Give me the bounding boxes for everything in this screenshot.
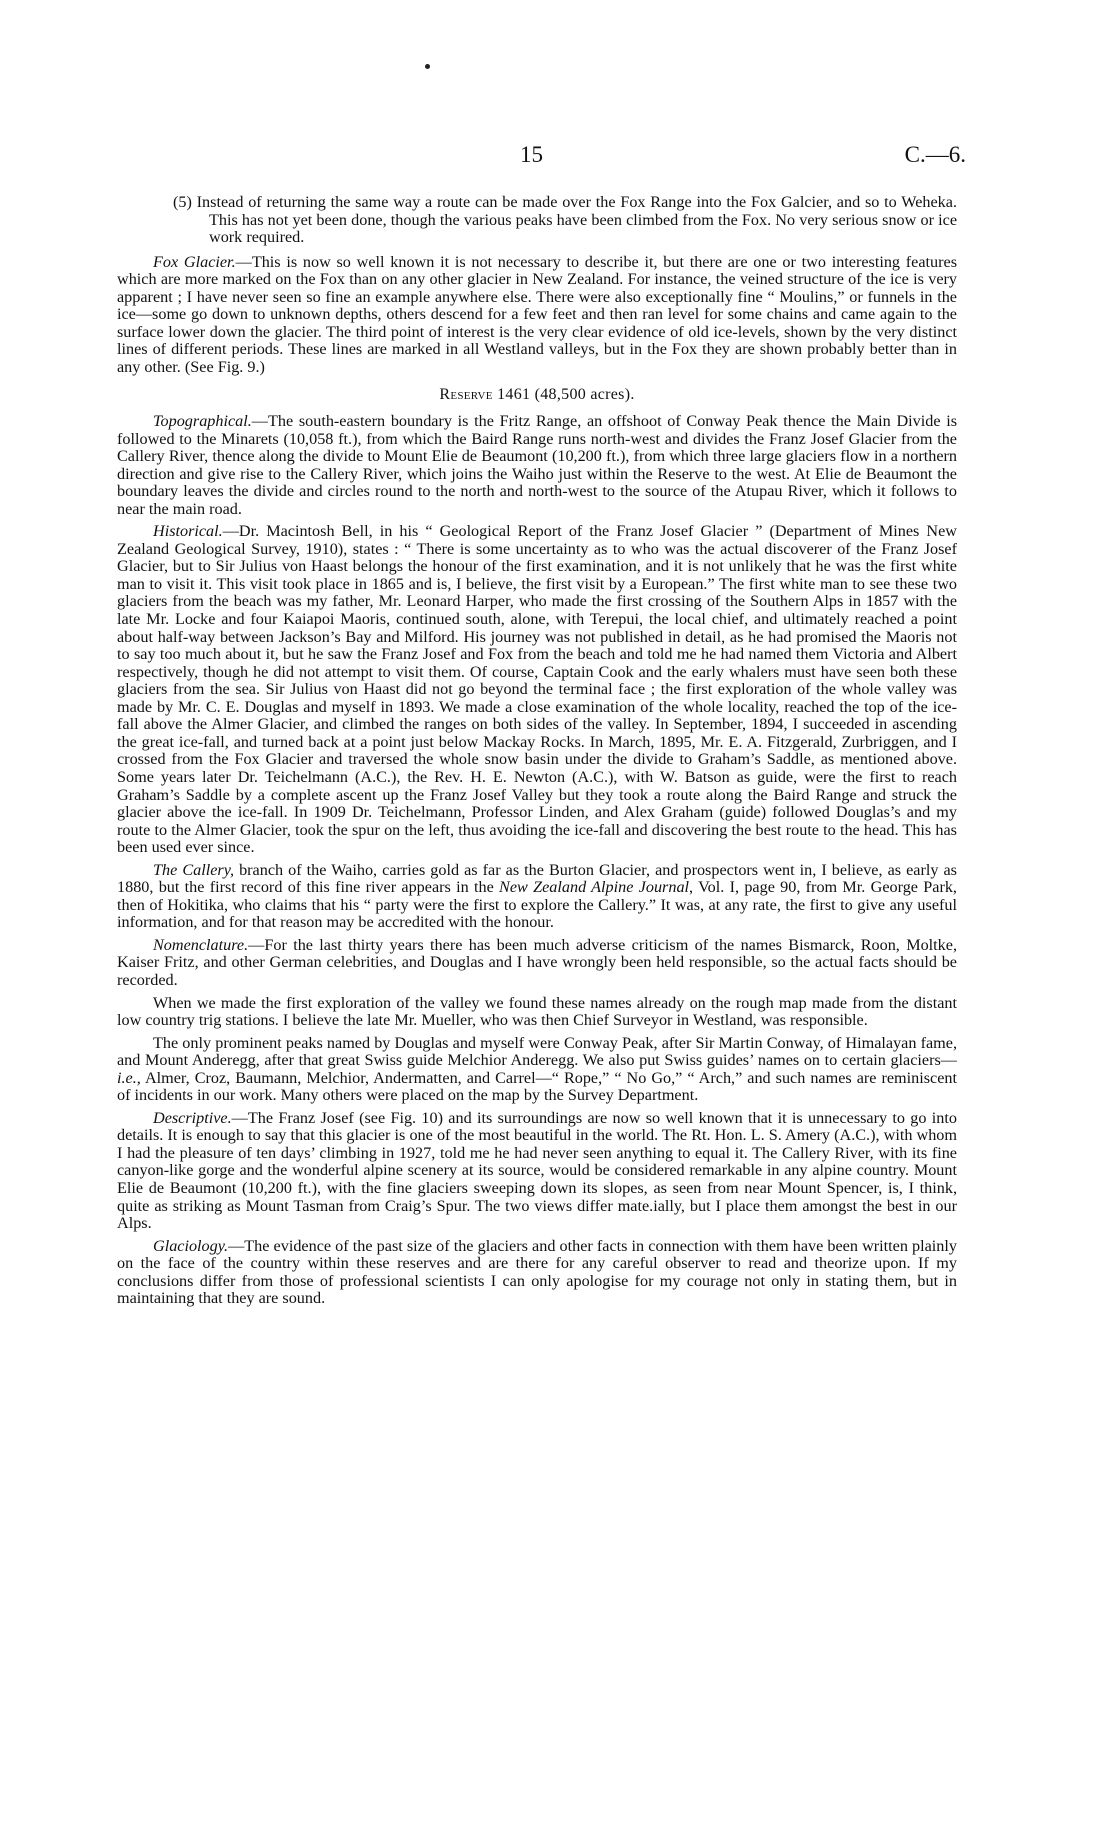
paragraph-topographical [117,413,957,518]
section-heading-reserve [117,386,957,404]
page-number: 15 [520,142,543,167]
paragraph-peak-names [117,1035,957,1105]
paragraph-lead: The Callery, [153,860,235,879]
paragraph-text: —For the last thirty years there has been much adverse criticism of the names Bismarck, Roon, Moltke, Kaiser Fritz, and other German celebrities, and Douglas and I have wrongly been held responsible, so the actual facts should be recorded. [117,935,957,989]
paragraph-text: —The evidence of the past size of the glaciers and other facts in connection with them have been written plainly on the face of the country within these reserves and are there for any careful observer to read and theorize upon. If my conclusions differ from those of professional scientists I can only apologise for my courage not only in stating them, but in maintaining that they are sound. [117,1236,957,1308]
heading-rest: 1461 (48,500 acres). [492,386,635,404]
paragraph-first-exploration: When we made the first exploration of the valley we found these names already on the rough map made from the distant low country trig stations. I believe the late Mr. Mueller, who was then Chief Surveyor in Westland, was responsible. [117,993,957,1030]
paragraph-nomenclature [117,937,957,990]
paragraph-text: —The Franz Josef (see Fig. 10) and its surroundings are now so well known that it is unnecessary to go into details. It is enough to say that this glacier is one of the most beautiful in the world. The Rt. Hon. L. S. Amery (A.C.), with whom I had the pleasure of ten days’ climbing in 1927, told me he had never seen anything to equal it. The Callery River, with its fine canyon-like gorge and the wonderful alpine scenery at its source, would be considered remarkable in any alpine country. Mount Elie de Beaumont (10,200 ft.), with the fine glaciers sweeping down its slopes, as seen from near Mount Spencer, is, I think, quite as striking as Mount Tasman from Craig’s Spur. The two views differ mate.ially, but I place them amongst the best in our Alps. [117,1108,957,1233]
paragraph-text: —Dr. Macintosh Bell, in his “ Geological Report of the Franz Josef Glacier ” (Department of Mines New Zealand Geological Survey, 1910), states : “ There is some uncertainty as to who was the actual discoverer of the Franz Josef Glacier, but to Sir Julius von Haast belongs the honour of the first examination, and it is not unlikely that he was the first white man to visit it. This visit took place in 1865 and is, I believe, the first visit by a European.” The first white man to see these two glaciers from the beach was my father, Mr. Leonard Harper, who made the first crossing of the Southern Alps in 1857 with the late Mr. Locke and four Kaiapoi Maoris, continued south, alone, with Terepui, the local chief, and ultimately reached a point about half-way between Jackson’s Bay and Milford. His journey was not published in detail, as he had promised the Maoris not to say too much about it, but he saw the Franz Josef and Fox from the beach and told me he had named them Victoria and Albert respectively, though he did not attempt to visit them. Of course, Captain Cook and the early whalers must have seen both these glaciers from the sea. Sir Julius von Haast did not go beyond the terminal face ; the first exploration of the whole valley was made by Mr. C. E. Douglas and myself in 1893. We made a close examination of the whole locality, reached the top of the ice-fall above the Almer Glacier, and climbed the ranges on both sides of the valley. In September, 1894, I succeeded in ascending the great ice-fall, and turned back at a point just below Mackay Rocks. In March, 1895, Mr. E. A. Fitzgerald, Zurbriggen, and I crossed from the Fox Glacier and traversed the whole snow basin under the divide to Graham’s Saddle, as mentioned above. Some years later Dr. Teichelmann (A.C.), the Rev. H. E. Newton (A.C.), with W. Batson as guide, were the first to reach Graham’s Saddle by a complete ascent up the Franz Josef Valley but they took a route along the Baird Range and struck the glacier above the ice-fall. In 1909 Dr. Teichelmann, Professor Linden, and Alex Graham (guide) followed Douglas’s and my route to the Almer Glacier, took the spur on the left, thus avoiding the ice-fall and discovering the best route to the head. This has been used ever since. [117,522,957,857]
heading-word: Reserve [439,386,493,404]
document-body [117,194,957,1308]
paragraph-glaciology [117,1238,957,1308]
paragraph-lead: Glaciology. [153,1236,229,1255]
journal-title: New Zealand Alpine Journal [499,878,690,897]
list-item-route-5: (5) Instead of returning the same way a route can be made over the Fox Range into the Fox Galcier, and so to Weheka. This has not yet been done, though the various peaks have been climbed from the Fox. No very serious snow or ice work required. [173,193,957,247]
page-mark-dot [425,64,430,69]
paragraph-text: —The south-eastern boundary is the Fritz Range, an offshoot of Conway Peak thence the Main Divide is followed to the Minarets (10,058 ft.), from which the Baird Range runs north-west and divides the Franz Josef Glacier from the Callery River, thence along the divide to Mount Elie de Beaumont (10,200 ft.), from which three large glaciers flow in a northern direction and give rise to the Callery River, which joins the Waiho just within the Reserve to the west. At Elie de Beaumont the boundary leaves the divide and circles round to the north and north-west to the source of the Atupau River, which it follows to near the main road. [117,412,957,518]
paragraph-text: branch of the Waiho, carries gold as far as the Burton Glacier, and prospectors went in, I believe, as early as 1880, but the first record of this fine river appears in the [117,860,957,897]
paragraph-lead: Topographical. [153,412,252,431]
paragraph-callery [117,862,957,932]
paragraph-lead: Nomenclature. [153,935,249,954]
paragraph-text: The only prominent peaks named by Douglas and myself were Conway Peak, after Sir Martin Conway, of Himalayan fame, and Mount Anderegg, after that great Swiss guide Melchior Anderegg. We also put Swiss guides’ names on to certain glaciers— [117,1033,957,1070]
paragraph-text: Almer, Croz, Baumann, Melchior, Andermatten, and Carrel—“ Rope,” “ No Go,” “ Arch,” and such names are reminiscent of incidents in our work. Many others were placed on the map by the Survey Department. [117,1068,957,1105]
abbreviation-ie: i.e., [117,1068,141,1087]
paragraph-fox-glacier [117,254,957,377]
paragraph-historical [117,523,957,856]
paragraph-text: —This is now so well known it is not necessary to describe it, but there are one or two interesting features which are more marked on the Fox than on any other glacier in New Zealand. For instance, the veined structure of the ice is very apparent ; I have never seen so fine an example anywhere else. There were also exceptionally fine “ Moulins,” or funnels in the ice—some go down to unknown depths, others descend for a few feet and then ran level for some chains and came again to the surface lower down the glacier. The third point of interest is the very clear evidence of old ice-levels, shown by the very distinct lines of different periods. These lines are marked in all Westland valleys, but in the Fox they are shown probably better than in any other. (See Fig. 9.) [117,252,957,376]
paragraph-lead: Fox Glacier. [153,252,236,271]
paragraph-lead: Descriptive. [153,1108,232,1127]
paragraph-lead: Historical. [153,522,223,541]
document-code: C.—6. [904,142,966,167]
paragraph-text: , Vol. I, page 90, from Mr. George Park, then of Hokitika, who claims that his “ party were the first to explore the Callery.” It was, at any rate, the first to give any useful information, and for that reason may be accredited with the honour. [117,878,957,932]
paragraph-descriptive [117,1110,957,1233]
